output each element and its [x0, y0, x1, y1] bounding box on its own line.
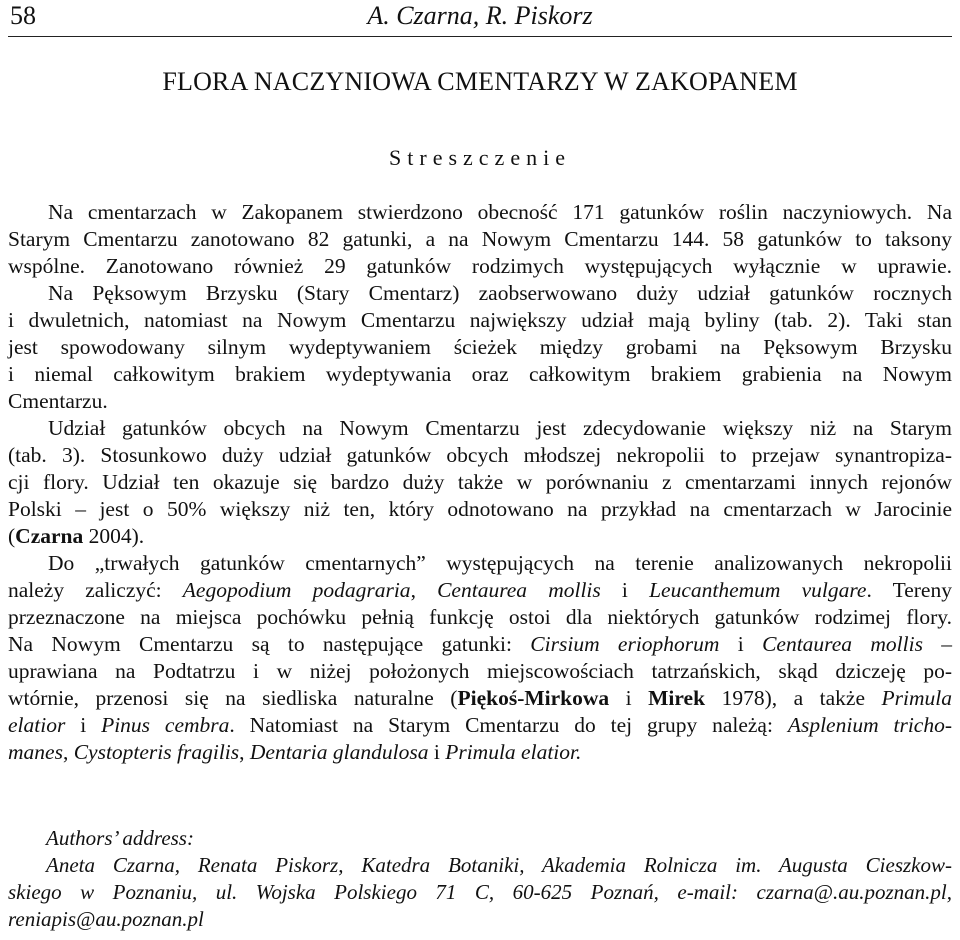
article-title: FLORA NACZYNIOWA CMENTARZY W ZAKOPANEM — [162, 67, 798, 96]
text-fragment: ( — [8, 524, 16, 548]
paragraph-4-line — [8, 739, 952, 766]
paragraph-2-line: i niemal całkowitym brakiem wydeptywania oraz całkowitym brakiem grabienia na Nowym — [8, 362, 952, 386]
paragraph-2-line: Cmentarzu. — [8, 389, 108, 413]
paragraph-4-line: przeznaczone na miejsca pochówku pełnią funkcję ostoi dla niektórych gatunków rodzimej flory. — [8, 605, 952, 629]
address-line: reniapis@au.poznan.pl — [8, 907, 204, 931]
page-header — [8, 0, 952, 37]
species-name: Pinus cembra — [101, 713, 230, 737]
paragraph-4-line — [8, 685, 952, 712]
paragraph-4-line: Do „trwałych gatunków cmentarnych” występujących na terenie analizowanych nekropolii — [48, 551, 952, 575]
address-heading: Authors’ address: — [46, 826, 194, 850]
running-head-authors: A. Czarna, R. Piskorz — [367, 1, 593, 30]
authors-address — [8, 825, 952, 933]
species-name: Asplenium tricho- — [787, 713, 952, 737]
species-name: Primula elatior. — [445, 740, 582, 764]
species-name: elatior — [8, 713, 66, 737]
paragraph-3-line: cji flory. Udział ten okazuje się bardzo duży także w porównaniu z cmentarzami innych rejonów — [8, 470, 952, 494]
species-name: Aegopodium podagraria — [182, 578, 411, 602]
paragraph-2-line: i dwuletnich, natomiast na Nowym Cmentarzu największy udział mają byliny (tab. 2). Taki stan — [8, 308, 952, 332]
address-line: Aneta Czarna, Renata Piskorz, Katedra Botaniki, Akademia Rolnicza im. Augusta Cieszkow- — [46, 853, 952, 877]
text-fragment: wtórnie, przenosi się na siedliska naturalne ( — [8, 686, 458, 710]
species-name: Cirsium eriophorum — [530, 632, 720, 656]
species-name: Centaurea mollis — [762, 632, 923, 656]
paragraph-4-line — [8, 577, 952, 604]
species-name: Centaurea mollis — [437, 578, 601, 602]
paragraph-1-line: Starym Cmentarzu zanotowano 82 gatunki, a na Nowym Cmentarzu 144. 58 gatunków to taksony — [8, 227, 952, 251]
species-name: Dentaria glandulosa — [249, 740, 429, 764]
citation-author: Czarna — [15, 524, 84, 548]
page-number: 58 — [10, 1, 36, 30]
citation-author: Piękoś-Mirkowa — [457, 686, 610, 710]
text-fragment: . Tereny — [866, 578, 952, 602]
paragraph-3-line: Polski – jest o 50% większy niż ten, który odnotowano na przykład na cmentarzach w Jarocinie — [8, 497, 952, 521]
text-fragment: i — [65, 713, 102, 737]
paragraph-2-line: jest spowodowany silnym wydeptywaniem ścieżek między grobami na Pęksowym Brzysku — [8, 335, 952, 359]
text-fragment: , — [239, 740, 250, 764]
citation-author: Mirek — [648, 686, 706, 710]
species-name: Leucanthemum vulgare — [649, 578, 867, 602]
paragraph-2-line: Na Pęksowym Brzysku (Stary Cmentarz) zaobserwowano duży udział gatunków rocznych — [48, 281, 952, 305]
text-fragment: i — [428, 740, 446, 764]
paragraph-3-line: (tab. 3). Stosunkowo duży udział gatunków obcych młodszej nekropolii to przejaw synantropiza- — [8, 443, 952, 467]
species-name: Cystopteris fragilis — [73, 740, 240, 764]
paragraph-1-line: Na cmentarzach w Zakopanem stwierdzono obecność 171 gatunków roślin naczyniowych. Na — [48, 200, 952, 224]
text-fragment: i — [609, 686, 649, 710]
paragraph-4-line — [8, 712, 952, 739]
text-fragment: i — [719, 632, 763, 656]
text-fragment: Na Nowym Cmentarzu są to następujące gatunki: — [8, 632, 531, 656]
text-fragment: , — [410, 578, 438, 602]
text-fragment: – — [922, 632, 953, 656]
paragraph-3-line — [8, 523, 952, 550]
paragraph-3-line: Udział gatunków obcych na Nowym Cmentarzu jest zdecydowanie większy niż na Starym — [48, 416, 952, 440]
summary-heading: Streszczenie — [389, 145, 571, 170]
species-name: Primula — [881, 686, 952, 710]
text-fragment: 1978), a także — [705, 686, 882, 710]
text-fragment: 2004). — [83, 524, 145, 548]
text-fragment: i — [600, 578, 650, 602]
summary-body — [8, 199, 952, 766]
text-fragment: , — [62, 740, 74, 764]
paragraph-4-line: uprawiana na Podtatrzu i w niżej położonych miejscowościach tatrzańskich, skąd dziczeję po- — [8, 659, 952, 683]
paragraph-4-line — [8, 631, 952, 658]
address-line: skiego w Poznaniu, ul. Wojska Polskiego 71 C, 60-625 Poznań, e-mail: czarna@.au.poznan.pl, — [8, 880, 952, 904]
species-name: manes — [8, 740, 63, 764]
text-fragment: . Natomiast na Starym Cmentarzu do tej grupy należą: — [229, 713, 788, 737]
paragraph-1-line: wspólne. Zanotowano również 29 gatunków rodzimych występujących wyłącznie w uprawie. — [8, 254, 952, 278]
text-fragment: należy zaliczyć: — [8, 578, 183, 602]
